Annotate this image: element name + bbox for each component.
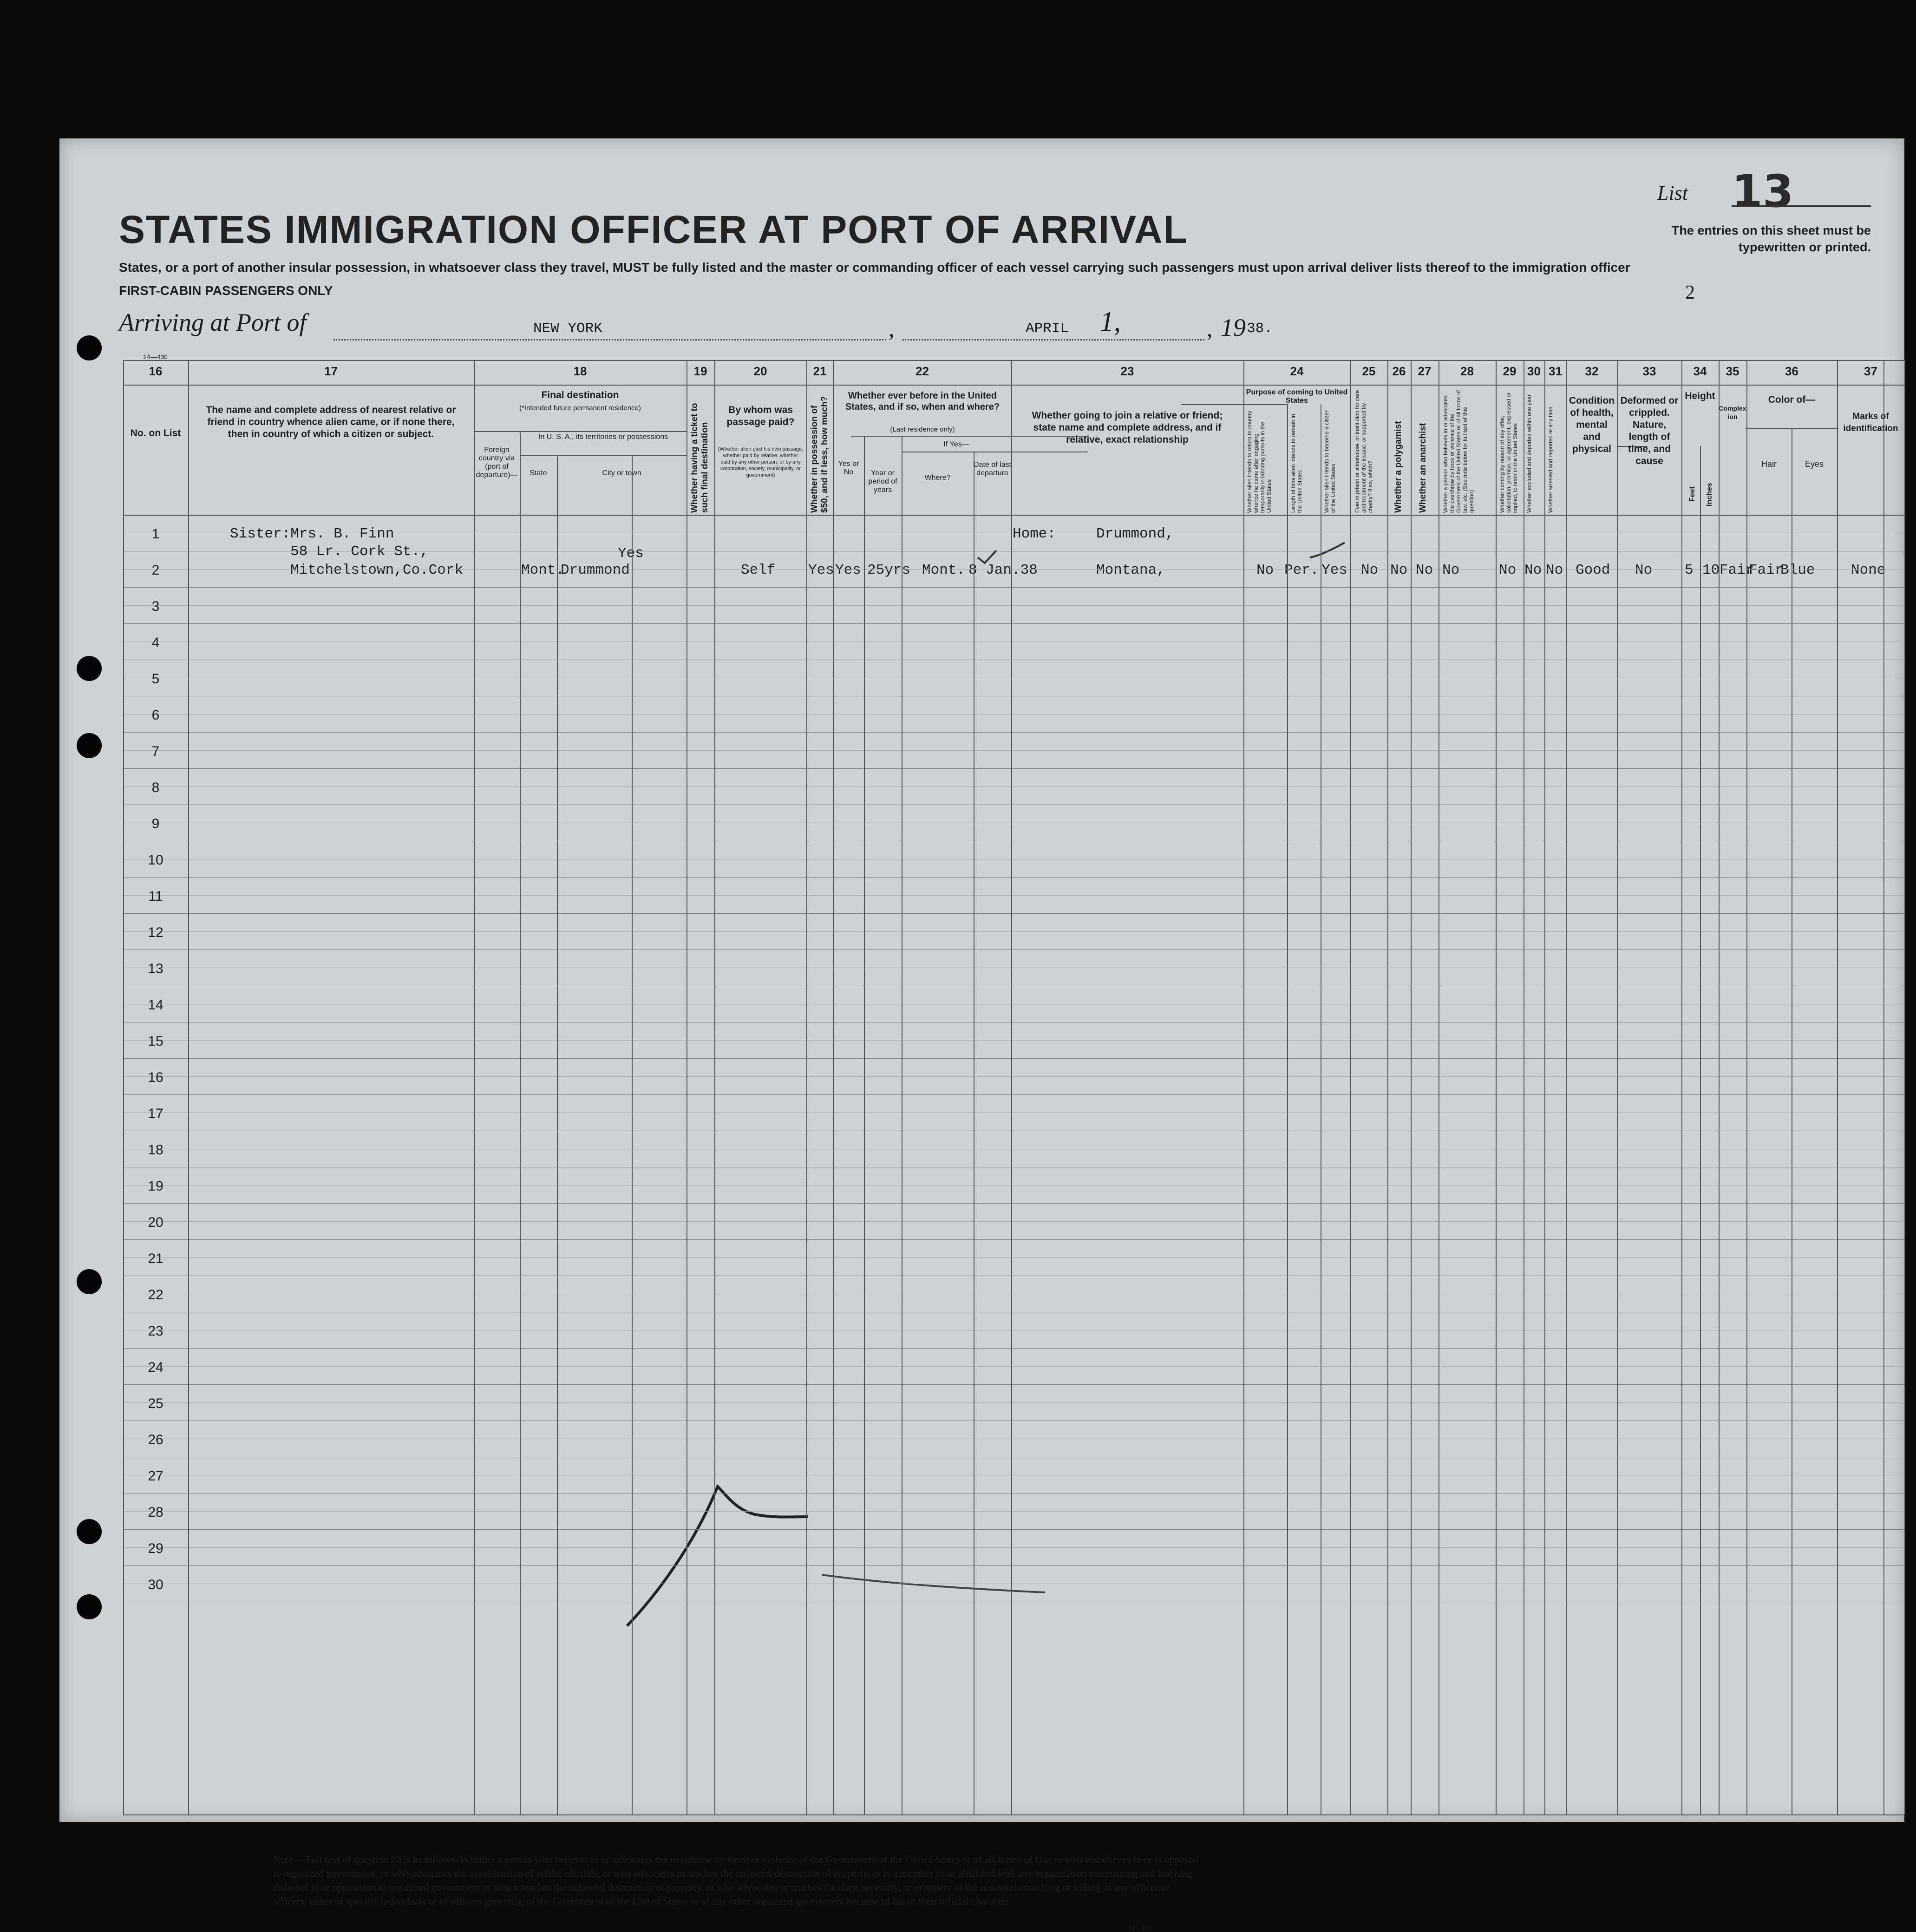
row-rule — [123, 623, 1904, 624]
first-cabin-label: FIRST-CABIN PASSENGERS ONLY — [119, 283, 333, 298]
row-number: 4 — [151, 635, 160, 650]
complexion-value: Fair — [1720, 562, 1754, 578]
header-foreign-country: Foreign country via (port of departure)— — [476, 446, 518, 479]
colnum-35: 35 — [1726, 364, 1739, 378]
column-rule — [557, 455, 558, 1814]
comma-separator: , — [889, 315, 895, 341]
year-prefix: 19 — [1221, 314, 1246, 341]
row-subrule — [123, 895, 1904, 896]
length-value: Per. — [1284, 562, 1319, 578]
overthrow-value: No — [1442, 562, 1460, 578]
comma-separator-2: , — [1207, 315, 1213, 341]
excluded-value: No — [1524, 562, 1542, 578]
colnum-19: 19 — [693, 364, 707, 378]
column-rule — [1011, 360, 1012, 1814]
header-last-departure: Date of last departure — [974, 461, 1011, 477]
prison-value: No — [1361, 562, 1379, 578]
header-height: Height — [1685, 391, 1715, 401]
health-value: Good — [1576, 562, 1610, 578]
row-subrule — [123, 750, 1904, 751]
header-color-of: Color of— — [1768, 394, 1816, 405]
list-number: 13 — [1732, 165, 1794, 217]
header-year-period: Year or period of years — [868, 469, 897, 494]
footnote-question-28: Note.—Full text of question 28 is as follows: Whether a person who believes in or advocates the overthrow by force or violence of the Government of the United States or of all forms of law, or who disbelieves in or is opposed to organized government, or who advocates the assassination of public officials, or who advocates or teaches the unlawful destruction of property, or is a member of or affiliated with any organization entertaining and teaching disbelief in or opposition to organized government or which teaches the unlawful destruction of property, or who advocates or teaches the duty, necessity, or propriety of the unlawful assaulting or killing of any officer or officers, either of specific individuals or of officers generally, of the Government of the United States or of any other organized government because of his or their official character. — [273, 1853, 1198, 1907]
colnum-32: 32 — [1585, 364, 1599, 378]
row-number: 8 — [151, 780, 160, 795]
last-departure-value: 8 Jan.38 — [968, 562, 1038, 578]
column-rule — [1566, 360, 1567, 1814]
sheet-number: 2 — [1685, 282, 1695, 303]
anarchist-value: No — [1416, 562, 1433, 578]
header-marks: Marks of identification — [1843, 412, 1898, 433]
row-number: 22 — [148, 1287, 163, 1303]
header-become-citizen: Whether alien intends to become a citizen of the United States — [1323, 409, 1336, 513]
header-anarchist: Whether an anarchist — [1418, 423, 1428, 513]
date-line — [902, 339, 1204, 341]
check-mark-departure — [978, 550, 996, 563]
column-rule — [1496, 360, 1497, 1814]
row-number: 9 — [151, 816, 160, 832]
marks-value: None — [1851, 562, 1886, 578]
row-subrule — [123, 1511, 1904, 1512]
arrested-value: No — [1546, 562, 1563, 578]
header-complexion: Complexion — [1719, 405, 1746, 420]
row-number: 28 — [148, 1505, 163, 1520]
colnum-34: 34 — [1693, 364, 1707, 378]
dest-state: Mont. — [521, 562, 565, 578]
row-number: 2 — [151, 563, 160, 578]
column-rule — [806, 360, 807, 1814]
day-value: 1, — [1100, 306, 1121, 337]
row-subrule — [123, 1547, 1904, 1548]
colnum-25: 25 — [1362, 364, 1376, 378]
port-line — [334, 339, 886, 341]
column-rule — [1387, 360, 1388, 1814]
column-rule — [1883, 360, 1884, 1814]
citizen-value: Yes — [1321, 562, 1347, 578]
colnum-27: 27 — [1418, 364, 1432, 378]
header-health: Condition of health, mental and physical — [1569, 395, 1615, 454]
port-value: NEW YORK — [533, 321, 602, 337]
row-rule — [123, 877, 1904, 878]
binder-hole — [77, 1519, 102, 1544]
row-number: 23 — [148, 1323, 163, 1339]
header-eyes: Eyes — [1805, 459, 1824, 469]
colnum-26: 26 — [1392, 364, 1406, 378]
header-inches: Inches — [1706, 483, 1713, 506]
header-state: State — [530, 469, 547, 477]
column-rule — [714, 360, 715, 1814]
manifest-table — [123, 353, 1904, 1816]
header-yes-no: Yes or No — [838, 460, 859, 476]
column-rule — [1837, 360, 1838, 1814]
column-rule — [833, 360, 834, 1814]
ticket-value: Yes — [618, 545, 644, 562]
column-rule — [1243, 360, 1244, 1814]
return-value: No — [1256, 562, 1274, 578]
row-number: 16 — [148, 1070, 163, 1085]
joining-town: Drummond, — [1096, 526, 1174, 542]
eyes-value: Blue — [1780, 562, 1815, 578]
colnum-28: 28 — [1460, 364, 1474, 378]
row-number: 17 — [148, 1106, 163, 1121]
binder-hole — [77, 1594, 102, 1619]
colnum-33: 33 — [1642, 364, 1656, 378]
row-subrule — [123, 605, 1904, 606]
header-passage-paid-sub: (Whether alien paid his own passage, whether paid by relative, whether paid by any other person, or by any corporation, society, municipality, or government) — [718, 446, 804, 478]
header-final-destination: Final destination — [541, 390, 619, 400]
row-rule — [123, 1058, 1904, 1059]
row-number: 3 — [151, 599, 160, 614]
row-number: 5 — [151, 671, 160, 687]
month-value: APRIL — [1026, 321, 1069, 337]
deformed-value: No — [1635, 562, 1653, 578]
header-final-destination-sub: (*Intended future permanent residence) — [519, 404, 641, 412]
colnum-31: 31 — [1549, 364, 1562, 378]
column-rule — [632, 455, 633, 1814]
row-number: 24 — [148, 1360, 163, 1375]
row-rule — [123, 1239, 1904, 1240]
header-no-on-list: No. on List — [130, 428, 181, 439]
column-rule — [1719, 360, 1720, 1814]
row-rule — [123, 1203, 1904, 1204]
colnum-20: 20 — [753, 364, 767, 378]
row-number: 26 — [148, 1432, 163, 1447]
column-rule — [1287, 404, 1288, 1814]
colnum-23: 23 — [1120, 364, 1134, 378]
hair-value: Fair — [1749, 562, 1784, 578]
header-purpose: Purpose of coming to United States — [1246, 388, 1348, 405]
row-subrule — [123, 786, 1904, 787]
joining-state: Montana, — [1096, 562, 1165, 578]
column-rule — [123, 360, 124, 1814]
header-if-yes: If Yes— — [943, 440, 969, 448]
list-underline — [1732, 205, 1871, 207]
header-where: Where? — [924, 474, 951, 482]
header-in-usa: In U. S. A., its territories or possessions — [538, 433, 668, 441]
row-subrule — [123, 1257, 1904, 1258]
paid-by-value: Self — [741, 562, 776, 578]
column-rule — [474, 360, 475, 1814]
header-relative-address: The name and complete address of nearest relative or friend in country whence alien came, or if none there, then in country of which a citizen or subject. — [206, 405, 456, 439]
colnum-30: 30 — [1527, 364, 1541, 378]
row-rule — [123, 587, 1904, 588]
joining-home: Home: — [1013, 526, 1056, 542]
column-rule — [1904, 360, 1905, 1814]
colnum-37: 37 — [1864, 364, 1877, 378]
header-passage-paid: By whom was passage paid? — [726, 405, 795, 427]
header-overthrow: Whether a person who believes in or advocates the overthrow by force or violence of the Government of the United States or of all forms of law, etc. (See note below for full text of this question) — [1442, 390, 1475, 513]
colnum-16: 16 — [149, 364, 163, 378]
header-polygamist: Whether a polygamist — [1393, 421, 1403, 513]
colnum-17: 17 — [324, 364, 338, 378]
header-deformed: Deformed or crippled. Nature, length of time, and cause — [1620, 395, 1679, 466]
row-number: 6 — [151, 707, 160, 723]
handwritten-marks — [123, 353, 1904, 1816]
column-rule — [520, 431, 521, 1814]
row-number: 21 — [148, 1251, 163, 1266]
header-fifty-dollars: Whether in possession of $50, and if less, how much? — [810, 396, 830, 513]
row-number: 12 — [148, 925, 163, 940]
has-fifty-value: Yes — [808, 562, 834, 578]
colnum-36: 36 — [1785, 364, 1798, 378]
header-return-country: Whether alien intends to return to country whence he came after engaging temporarily in laboring pursuits in the United States — [1246, 410, 1272, 513]
row-rule — [123, 768, 1904, 769]
column-rule — [1617, 360, 1618, 1814]
row-number: 19 — [148, 1179, 163, 1194]
offer-value: No — [1499, 562, 1517, 578]
row-rule — [123, 1094, 1904, 1095]
row-number: 27 — [148, 1468, 163, 1484]
row-number: 11 — [148, 889, 163, 904]
row-rule — [123, 732, 1904, 733]
header-excluded: Whether excluded and deported within one year — [1526, 394, 1532, 513]
header-hair: Hair — [1761, 459, 1777, 469]
manifest-sheet — [59, 138, 1904, 1932]
row-rule — [123, 1565, 1904, 1566]
row-subrule — [123, 1402, 1904, 1403]
binder-hole — [77, 733, 102, 758]
form-corner-number: 14—430 — [143, 353, 168, 360]
colnum-21: 21 — [813, 364, 827, 378]
polygamist-value: No — [1390, 562, 1408, 578]
subtitle-line: States, or a port of another insular possession, in whatsoever class they travel, MUST be fully listed and the master or commanding officer of each vessel carrying such passengers must upon arrival deliver lists thereof to the immigration officer — [119, 260, 1630, 275]
binder-hole — [77, 335, 102, 360]
row-number: 1 — [151, 526, 160, 542]
list-label: List — [1657, 182, 1688, 204]
column-rule — [1746, 360, 1747, 1814]
relative-line-2: 58 Lr. Cork St., — [290, 544, 429, 560]
entries-instruction: The entries on this sheet must be typewritten or printed. — [1671, 223, 1871, 254]
header-prison: Ever in prison or almshouse, or institution for care and treatment of the insane, or supported by charity? If so, which? — [1354, 390, 1373, 513]
row-rule — [123, 1384, 1904, 1385]
colnum-24: 24 — [1290, 364, 1304, 378]
row-subrule — [123, 1366, 1904, 1367]
year-suffix: 38. — [1247, 321, 1273, 337]
column-rule — [1411, 360, 1412, 1814]
row-rule — [123, 913, 1904, 914]
header-offer-labor: Whether coming by reason of any offer, solicitation, promise, or agreement, expressed or implied, to labor in the United States — [1499, 392, 1518, 513]
row-number: 13 — [148, 961, 163, 976]
pen-stroke — [627, 1487, 808, 1626]
relative-line-1: Sister:Mrs. B. Finn — [230, 526, 394, 542]
row-number: 14 — [148, 997, 163, 1013]
row-number: 15 — [148, 1034, 163, 1049]
dest-city: Drummond — [561, 562, 630, 578]
years-value: 25yrs — [867, 562, 911, 578]
relative-line-3: Mitchelstown,Co.Cork — [290, 562, 464, 578]
colnum-18: 18 — [573, 364, 587, 378]
check-mark-length — [1310, 543, 1345, 557]
row-number: 10 — [148, 852, 163, 868]
header-arrested: Whether arrested and deported at any time — [1547, 406, 1554, 513]
row-number: 25 — [148, 1396, 163, 1411]
before-us-value: Yes — [835, 562, 861, 578]
row-number: 20 — [148, 1215, 163, 1230]
header-length-stay: Length of time alien intends to remain in the United States — [1290, 414, 1303, 513]
row-number: 29 — [148, 1541, 163, 1556]
feet-value: 5 — [1685, 562, 1694, 578]
column-rule — [1681, 360, 1682, 1814]
header-feet: Feet — [1688, 486, 1696, 502]
colnum-29: 29 — [1503, 364, 1517, 378]
form-number: 14—430 — [1128, 1925, 1152, 1932]
row-subrule — [123, 1040, 1904, 1041]
arriving-label: Arriving at Port of — [119, 308, 307, 336]
header-city: City or town — [602, 469, 641, 477]
binder-hole — [77, 656, 102, 681]
row-number: 18 — [148, 1142, 163, 1158]
column-rule — [1700, 446, 1701, 1814]
column-rule — [864, 436, 865, 1814]
header-ever-before-sub: (Last residence only) — [890, 426, 955, 433]
column-rule — [1544, 360, 1545, 1814]
header-ever-before: Whether ever before in the United States, and if so, when and where? — [845, 391, 1000, 412]
row-rule — [123, 1348, 1904, 1349]
row-number: 7 — [151, 744, 160, 759]
column-rule — [188, 360, 189, 1814]
binder-hole — [77, 1269, 102, 1294]
row-subrule — [123, 931, 1904, 932]
row-number: 30 — [148, 1577, 163, 1592]
row-rule — [123, 1529, 1904, 1530]
page-title: STATES IMMIGRATION OFFICER AT PORT OF ARRIVAL — [119, 208, 1188, 251]
row-subrule — [123, 1076, 1904, 1077]
header-join-relative: Whether going to join a relative or friend; state name and complete address, and if relative, exact relationship — [1032, 410, 1223, 445]
column-rule — [1350, 360, 1351, 1814]
row-subrule — [123, 1221, 1904, 1222]
colnum-22: 22 — [915, 364, 929, 378]
row-subrule — [123, 569, 1904, 570]
header-ticket: Whether having a ticket to such final destination — [690, 403, 710, 513]
where-value: Mont. — [922, 562, 966, 578]
inches-value: 10 — [1702, 562, 1720, 578]
